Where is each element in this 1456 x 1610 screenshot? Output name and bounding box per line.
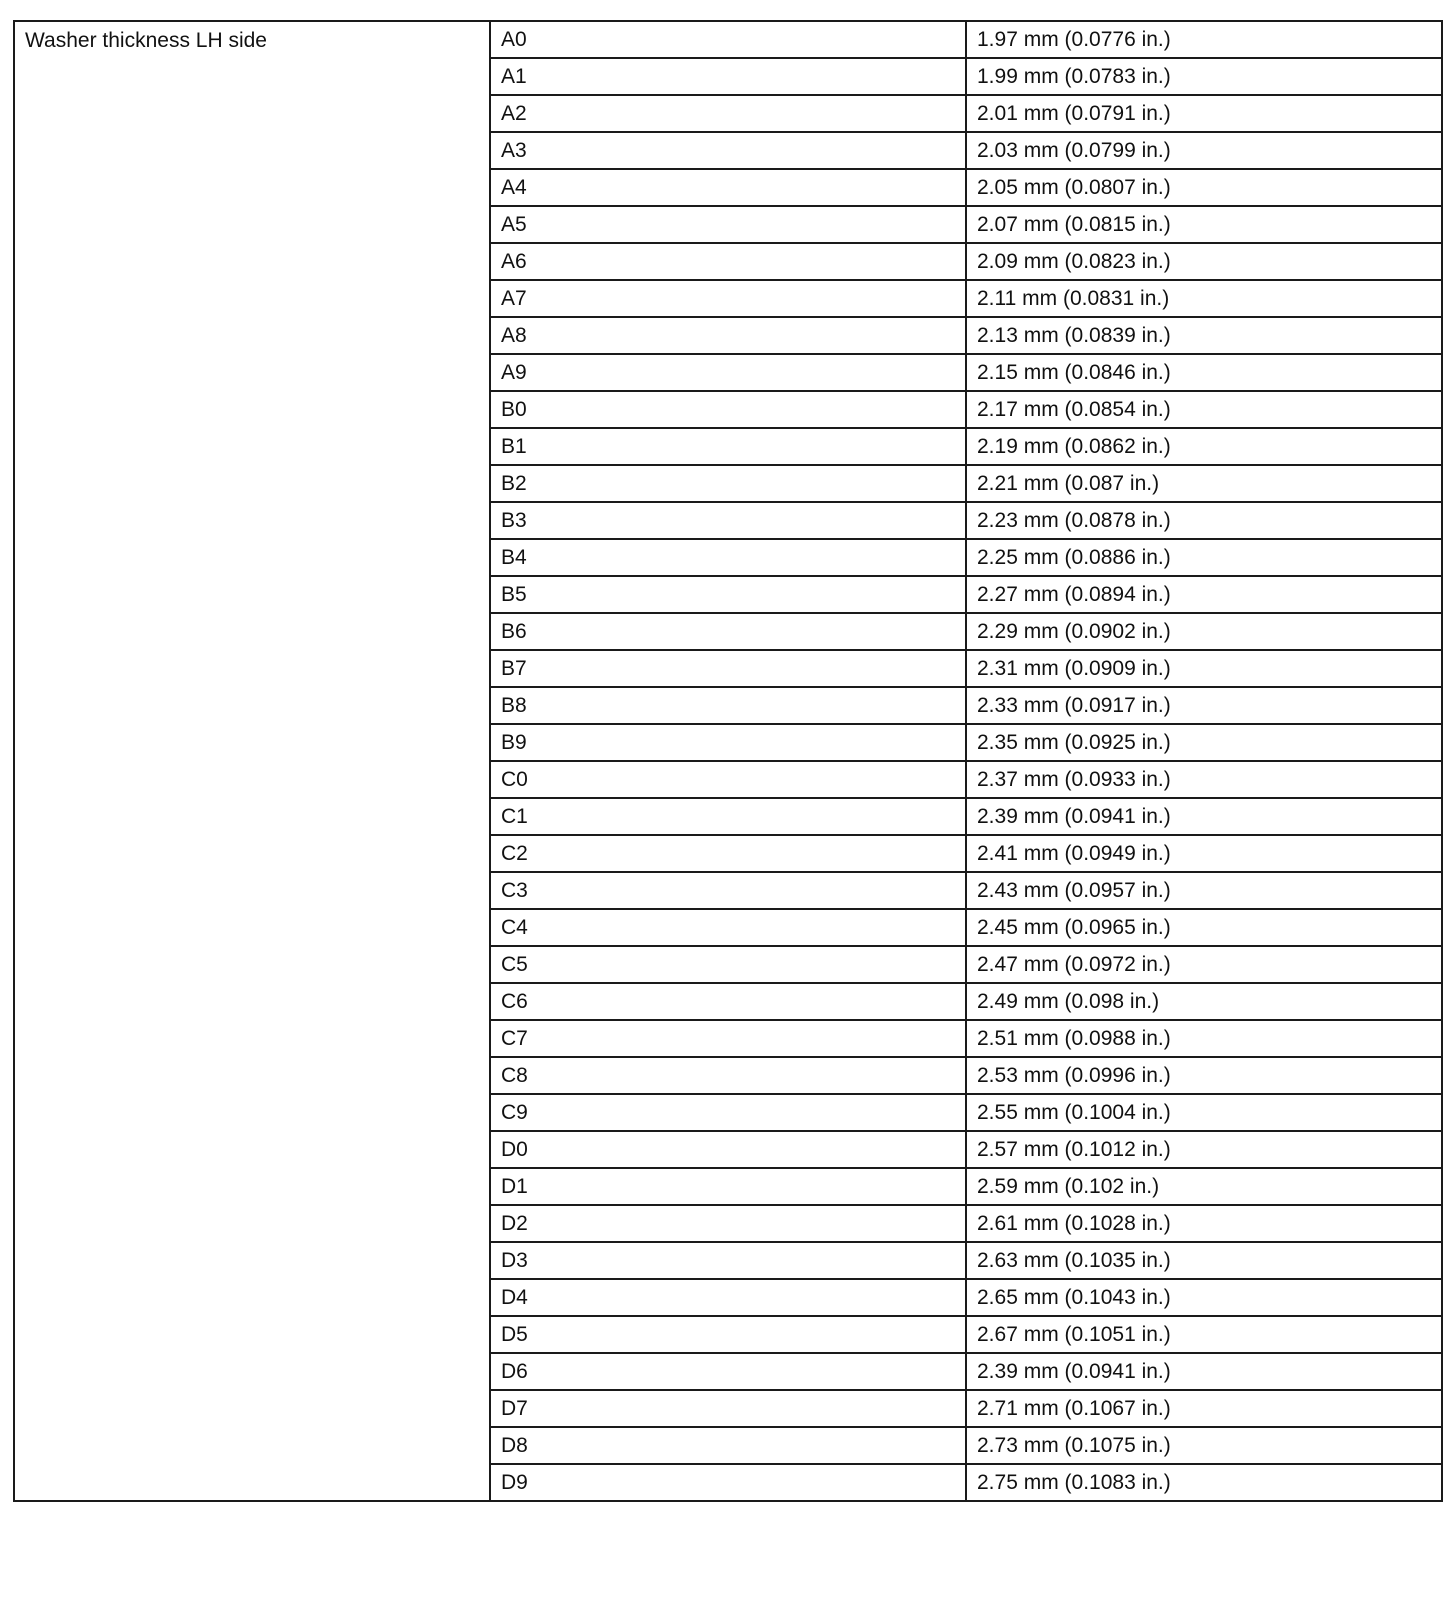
thickness-value-cell: 2.37 mm (0.0933 in.) <box>966 761 1442 798</box>
thickness-value-cell: 2.39 mm (0.0941 in.) <box>966 798 1442 835</box>
thickness-value-cell: 2.13 mm (0.0839 in.) <box>966 317 1442 354</box>
washer-code-cell: C6 <box>490 983 966 1020</box>
washer-code-cell: D3 <box>490 1242 966 1279</box>
thickness-value-cell: 2.35 mm (0.0925 in.) <box>966 724 1442 761</box>
thickness-value-cell: 2.27 mm (0.0894 in.) <box>966 576 1442 613</box>
thickness-value-cell: 2.63 mm (0.1035 in.) <box>966 1242 1442 1279</box>
thickness-value-cell: 2.57 mm (0.1012 in.) <box>966 1131 1442 1168</box>
washer-code-cell: C1 <box>490 798 966 835</box>
washer-code-cell: C9 <box>490 1094 966 1131</box>
washer-code-cell: B2 <box>490 465 966 502</box>
thickness-value-cell: 2.15 mm (0.0846 in.) <box>966 354 1442 391</box>
washer-code-cell: B6 <box>490 613 966 650</box>
thickness-value-cell: 2.65 mm (0.1043 in.) <box>966 1279 1442 1316</box>
thickness-value-cell: 2.73 mm (0.1075 in.) <box>966 1427 1442 1464</box>
washer-code-cell: A4 <box>490 169 966 206</box>
washer-code-cell: D5 <box>490 1316 966 1353</box>
washer-code-cell: C7 <box>490 1020 966 1057</box>
thickness-value-cell: 2.33 mm (0.0917 in.) <box>966 687 1442 724</box>
thickness-value-cell: 2.29 mm (0.0902 in.) <box>966 613 1442 650</box>
washer-code-cell: D2 <box>490 1205 966 1242</box>
thickness-value-cell: 2.59 mm (0.102 in.) <box>966 1168 1442 1205</box>
table-body <box>14 21 1442 1501</box>
parameter-label: Washer thickness LH side <box>14 21 490 1501</box>
washer-code-cell: A5 <box>490 206 966 243</box>
thickness-value-cell: 2.21 mm (0.087 in.) <box>966 465 1442 502</box>
thickness-value-cell: 2.67 mm (0.1051 in.) <box>966 1316 1442 1353</box>
washer-code-cell: D7 <box>490 1390 966 1427</box>
washer-code-cell: D0 <box>490 1131 966 1168</box>
thickness-value-cell: 2.09 mm (0.0823 in.) <box>966 243 1442 280</box>
thickness-value-cell: 2.55 mm (0.1004 in.) <box>966 1094 1442 1131</box>
thickness-value-cell: 2.45 mm (0.0965 in.) <box>966 909 1442 946</box>
washer-code-cell: D8 <box>490 1427 966 1464</box>
table-row <box>14 21 1442 58</box>
washer-code-cell: D9 <box>490 1464 966 1501</box>
thickness-value-cell: 2.61 mm (0.1028 in.) <box>966 1205 1442 1242</box>
washer-code-cell: A3 <box>490 132 966 169</box>
washer-code-cell: B7 <box>490 650 966 687</box>
thickness-value-cell: 2.71 mm (0.1067 in.) <box>966 1390 1442 1427</box>
washer-thickness-table <box>13 20 1443 1502</box>
thickness-value-cell: 2.25 mm (0.0886 in.) <box>966 539 1442 576</box>
thickness-value-cell: 2.31 mm (0.0909 in.) <box>966 650 1442 687</box>
washer-code-cell: C8 <box>490 1057 966 1094</box>
thickness-value-cell: 2.05 mm (0.0807 in.) <box>966 169 1442 206</box>
thickness-value-cell: 2.51 mm (0.0988 in.) <box>966 1020 1442 1057</box>
washer-code-cell: B4 <box>490 539 966 576</box>
washer-code-cell: C4 <box>490 909 966 946</box>
washer-code-cell: A8 <box>490 317 966 354</box>
washer-code-cell: C3 <box>490 872 966 909</box>
thickness-value-cell: 2.11 mm (0.0831 in.) <box>966 280 1442 317</box>
thickness-value-cell: 1.99 mm (0.0783 in.) <box>966 58 1442 95</box>
washer-code-cell: D1 <box>490 1168 966 1205</box>
washer-code-cell: D6 <box>490 1353 966 1390</box>
thickness-value-cell: 2.75 mm (0.1083 in.) <box>966 1464 1442 1501</box>
washer-code-cell: A7 <box>490 280 966 317</box>
washer-code-cell: C0 <box>490 761 966 798</box>
washer-code-cell: B5 <box>490 576 966 613</box>
washer-code-cell: B1 <box>490 428 966 465</box>
thickness-value-cell: 2.47 mm (0.0972 in.) <box>966 946 1442 983</box>
washer-code-cell: A0 <box>490 21 966 58</box>
thickness-value-cell: 2.01 mm (0.0791 in.) <box>966 95 1442 132</box>
washer-code-cell: C2 <box>490 835 966 872</box>
washer-code-cell: A6 <box>490 243 966 280</box>
thickness-value-cell: 1.97 mm (0.0776 in.) <box>966 21 1442 58</box>
washer-code-cell: C5 <box>490 946 966 983</box>
thickness-value-cell: 2.39 mm (0.0941 in.) <box>966 1353 1442 1390</box>
thickness-value-cell: 2.49 mm (0.098 in.) <box>966 983 1442 1020</box>
washer-code-cell: B0 <box>490 391 966 428</box>
washer-code-cell: A1 <box>490 58 966 95</box>
thickness-value-cell: 2.43 mm (0.0957 in.) <box>966 872 1442 909</box>
washer-code-cell: B9 <box>490 724 966 761</box>
washer-code-cell: A9 <box>490 354 966 391</box>
washer-code-cell: B8 <box>490 687 966 724</box>
thickness-value-cell: 2.07 mm (0.0815 in.) <box>966 206 1442 243</box>
washer-code-cell: D4 <box>490 1279 966 1316</box>
thickness-value-cell: 2.19 mm (0.0862 in.) <box>966 428 1442 465</box>
thickness-value-cell: 2.23 mm (0.0878 in.) <box>966 502 1442 539</box>
thickness-value-cell: 2.53 mm (0.0996 in.) <box>966 1057 1442 1094</box>
thickness-value-cell: 2.41 mm (0.0949 in.) <box>966 835 1442 872</box>
thickness-value-cell: 2.17 mm (0.0854 in.) <box>966 391 1442 428</box>
thickness-value-cell: 2.03 mm (0.0799 in.) <box>966 132 1442 169</box>
washer-code-cell: A2 <box>490 95 966 132</box>
washer-code-cell: B3 <box>490 502 966 539</box>
